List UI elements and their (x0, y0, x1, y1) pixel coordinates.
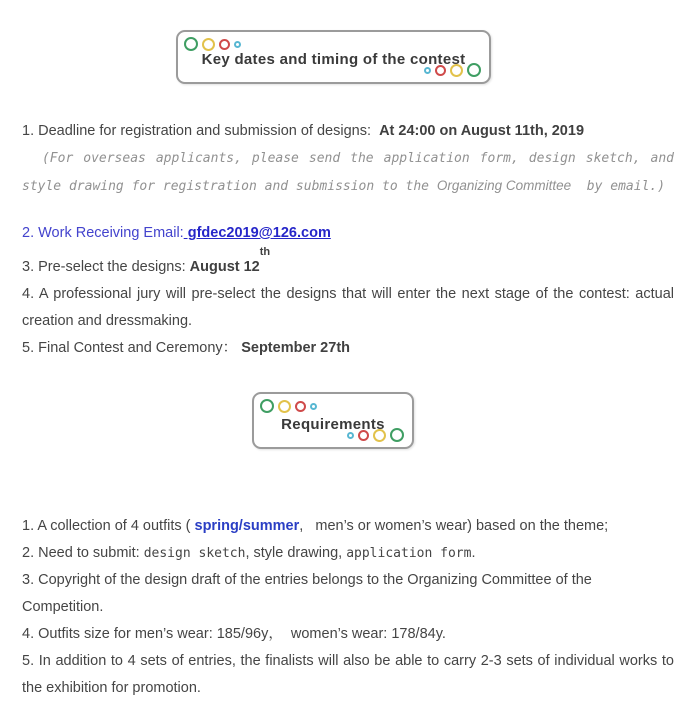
email-link[interactable]: gfdec2019@126.com (183, 225, 331, 241)
circle-green-icon (184, 37, 198, 51)
circle-blue-icon (347, 432, 354, 439)
overseas-note-text-1: (For overseas applicants, please send the application form, design sketch, and style drawing for registration and submission to the (22, 151, 674, 194)
outfits-collection-text: 1. A collection of 4 outfits ( (22, 518, 195, 534)
circle-red-icon (435, 65, 446, 76)
overseas-note-text-2: by email.) (571, 179, 666, 194)
final-contest-label: 5. Final Contest and Ceremony： (22, 340, 238, 356)
circle-green-icon (467, 63, 481, 77)
circle-green-icon (390, 428, 404, 442)
circle-green-icon (260, 399, 274, 413)
requirement-item-5: 5. In addition to 4 sets of entries, the finalists will also be able to carry 2-3 sets of individual works to the exhibition for promotion. (22, 653, 674, 696)
preselect-date: August 12 (189, 259, 260, 275)
requirements-header-box (252, 392, 414, 449)
circle-red-icon (295, 401, 306, 412)
deadline-label: 1. Deadline for registration and submission of designs: (22, 123, 380, 139)
key-dates-header-box (176, 30, 491, 84)
circle-red-icon (358, 430, 369, 441)
ordinal-suffix: th (259, 246, 271, 259)
style-drawing-text: , style drawing, (245, 545, 347, 561)
key-dates-item-4: 4. A professional jury will pre-select the designs that will enter the next stage of the contest: actual creation and dressmaking. (22, 286, 674, 329)
organizing-committee-text: Organizing Committee (436, 178, 572, 193)
key-dates-item-2 (22, 220, 674, 247)
decorative-circles-bottom-right (347, 428, 404, 442)
requirement-item-1 (22, 513, 674, 540)
circle-yellow-icon (278, 400, 291, 413)
submit-label: 2. Need to submit: (22, 545, 144, 561)
key-dates-item-1 (22, 118, 674, 145)
design-sketch-text: design sketch (143, 546, 246, 561)
key-dates-item-5 (22, 335, 674, 362)
circle-yellow-icon (202, 38, 215, 51)
requirements-title: Requirements (281, 416, 385, 433)
circle-blue-icon (310, 403, 317, 410)
circle-red-icon (219, 39, 230, 50)
key-dates-section (22, 118, 674, 362)
overseas-note (22, 145, 674, 200)
work-receiving-email-label: 2. Work Receiving Email: (22, 225, 184, 241)
circle-blue-icon (424, 67, 431, 74)
key-dates-item-3 (22, 246, 674, 281)
submit-sentence-end: . (471, 545, 476, 561)
deadline-date: At 24:00 on August 11th, 2019 (379, 123, 585, 139)
decorative-circles-top-left (260, 399, 317, 413)
requirement-item-3: 3. Copyright of the design draft of the entries belongs to the Organizing Committee of the Competition. (22, 572, 596, 615)
decorative-circles-bottom-right (424, 63, 481, 77)
application-form-text: application form (346, 546, 472, 561)
preselect-label: 3. Pre-select the designs: (22, 259, 190, 275)
circle-yellow-icon (450, 64, 463, 77)
outfits-collection-text-end: , men’s or women’s wear) based on the theme; (299, 518, 609, 534)
season-accent-text: spring/summer (194, 518, 300, 534)
requirement-item-2 (22, 540, 674, 567)
requirement-item-4: 4. Outfits size for men’s wear: 185/96y， women’s wear: 178/84y. (22, 626, 446, 642)
circle-blue-icon (234, 41, 241, 48)
final-contest-date: September 27th (237, 340, 351, 356)
requirements-section (22, 513, 674, 702)
circle-yellow-icon (373, 429, 386, 442)
key-dates-title: Key dates and timing of the contest (201, 51, 466, 68)
decorative-circles-top-left (184, 37, 241, 51)
